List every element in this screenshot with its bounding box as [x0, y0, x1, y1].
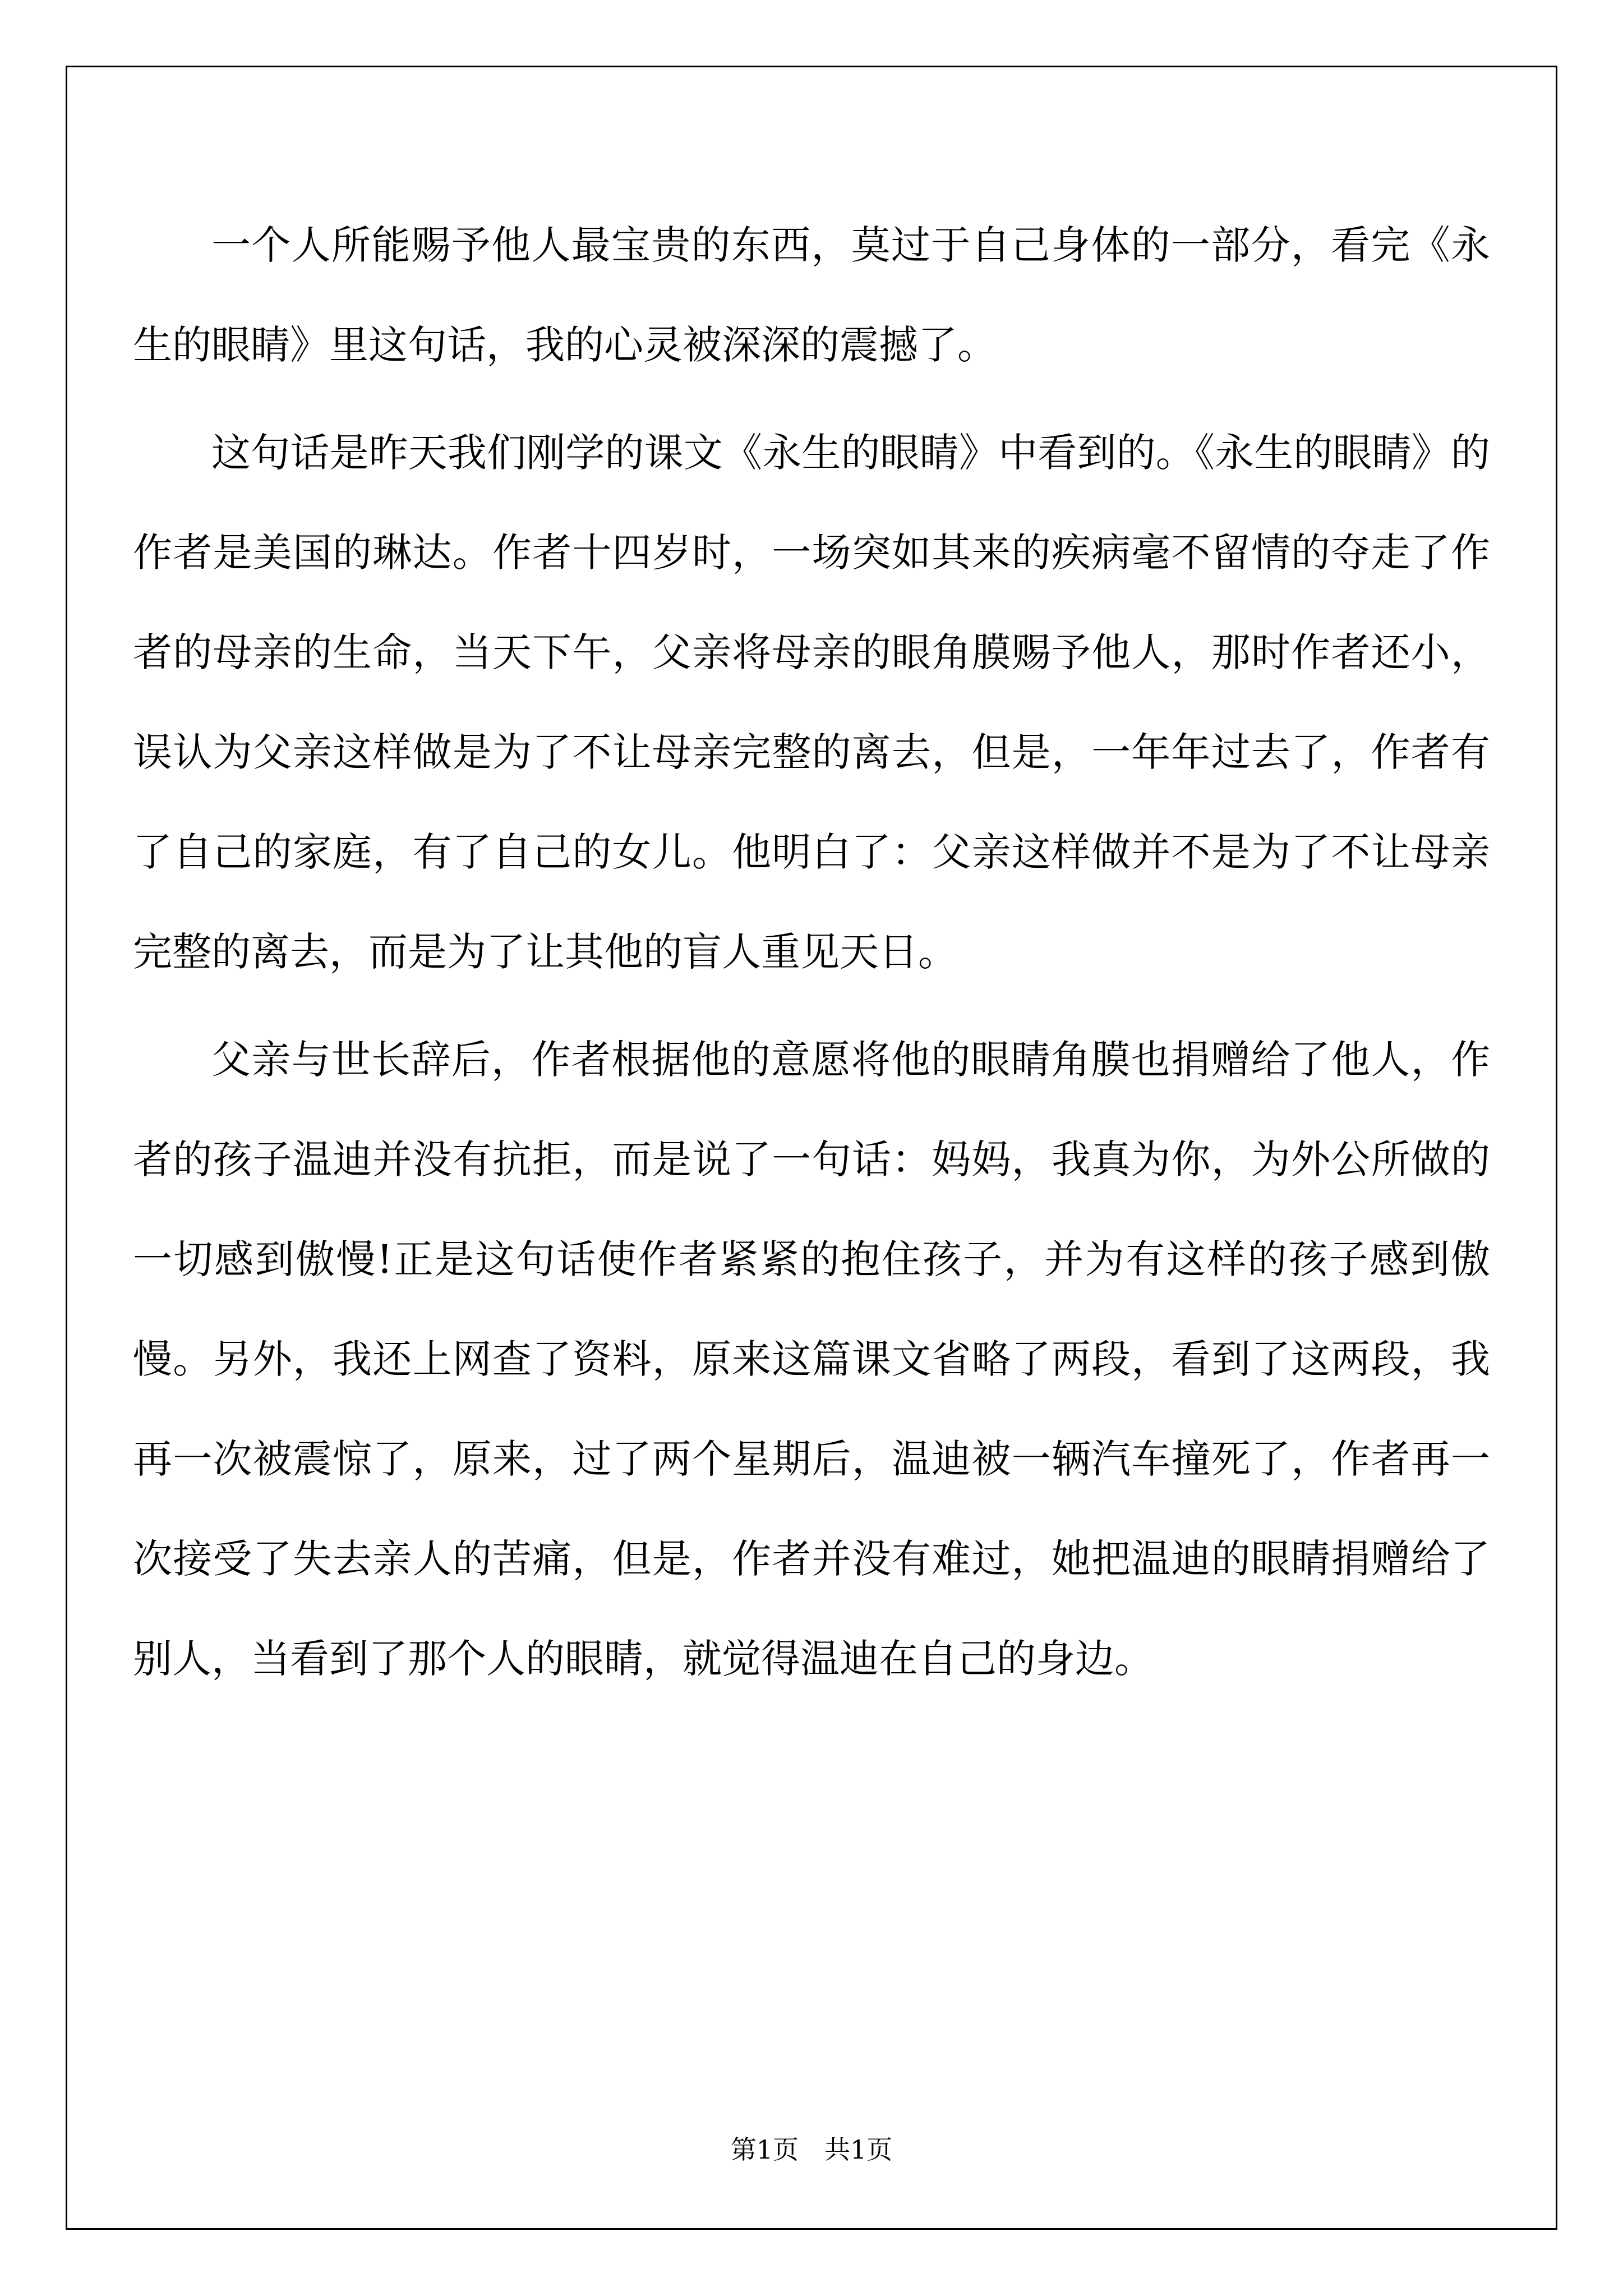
- page-number-footer: 第1页 共1页: [730, 2134, 893, 2165]
- paragraph-2: 这句话是昨天我们刚学的课文《永生的眼睛》中看到的。《永生的眼睛》的作者是美国的琳达。作者十四岁时，一场突如其来的疾病毫不留情的夺走了作者的母亲的生命，当天下午，父亲将母亲的眼角膜赐予他人，那时作者还小，误认为父亲这样做是为了不让母亲完整的离去，但是，一年年过去了，作者有了自己的家庭，有了自己的女儿。他明白了：父亲这样做并不是为了不让母亲完整的离去，而是为了让其他的盲人重见天日。: [133, 430, 1490, 975]
- paragraph-3: 父亲与世长辞后，作者根据他的意愿将他的眼睛角膜也捐赠给了他人，作者的孩子温迪并没有抗拒，而是说了一句话：妈妈，我真为你，为外公所做的一切感到傲慢!正是这句话使作者紧紧的抱住孩子，并为有这样的孩子感到傲慢。另外，我还上网查了资料，原来这篇课文省略了两段，看到了这两段，我再一次被震惊了，原来，过了两个星期后，温迪被一辆汽车撞死了，作者再一次接受了失去亲人的苦痛，但是，作者并没有难过，她把温迪的眼睛捐赠给了别人，当看到了那个人的眼睛，就觉得温迪在自己的身边。: [133, 1037, 1490, 1682]
- document-body: [133, 195, 1490, 1709]
- paragraph-1: 一个人所能赐予他人最宝贵的东西，莫过于自己身体的一部分，看完《永生的眼睛》里这句话，我的心灵被深深的震撼了。: [133, 222, 1490, 368]
